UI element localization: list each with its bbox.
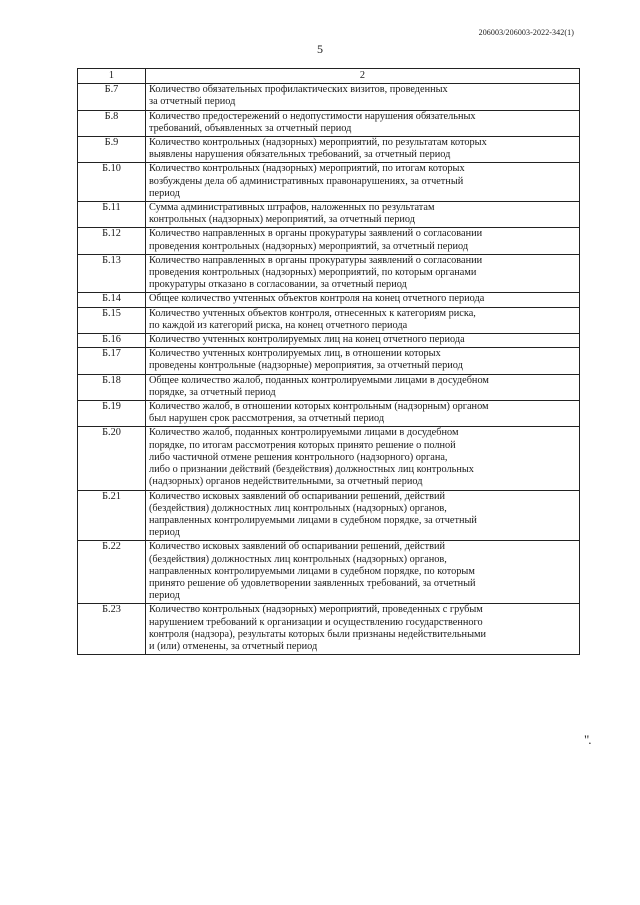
- table-row: [78, 427, 580, 490]
- table-row: [78, 293, 580, 307]
- row-description: Количество учтенных контролируемых лиц, в отношении которых проведены контрольные (надзорные) мероприятия, за отчетный период: [146, 348, 580, 374]
- row-description: Количество учтенных объектов контроля, отнесенных к категориям риска, по каждой из категорий риска, на конец отчетного периода: [146, 307, 580, 333]
- row-code: Б.21: [78, 490, 146, 541]
- row-code: Б.19: [78, 401, 146, 427]
- row-code: Б.11: [78, 202, 146, 228]
- row-description: Сумма административных штрафов, наложенных по результатам контрольных (надзорных) мероприятий, за отчетный период: [146, 202, 580, 228]
- table-row: [78, 374, 580, 400]
- table-row: [78, 401, 580, 427]
- row-description: Количество жалоб, в отношении которых контрольным (надзорным) органом был нарушен срок рассмотрения, за отчетный период: [146, 401, 580, 427]
- row-description: Количество направленных в органы прокуратуры заявлений о согласовании проведения контрольных (надзорных) мероприятий, за отчетный период: [146, 228, 580, 254]
- row-code: Б.16: [78, 334, 146, 348]
- row-description: Количество предостережений о недопустимости нарушения обязательных требований, объявленных за отчетный период: [146, 110, 580, 136]
- row-code: Б.23: [78, 604, 146, 655]
- table-row: [78, 163, 580, 202]
- document-id: 206003/206003-2022-342(1): [478, 28, 574, 37]
- row-description: Количество контрольных (надзорных) мероприятий, по результатам которых выявлены нарушения обязательных требований, за отчетный период: [146, 137, 580, 163]
- row-code: Б.8: [78, 110, 146, 136]
- table-row: [78, 307, 580, 333]
- row-description: Количество исковых заявлений об оспаривании решений, действий (бездействия) должностных лиц контрольных (надзорных) органов, направленных контролируемыми лицами в судебном порядке, по которым принято решение об удовлетворении заявленных требований, за отчетный период: [146, 541, 580, 604]
- table-row: [78, 490, 580, 541]
- row-description: Количество контрольных (надзорных) мероприятий, проведенных с грубым нарушением требований к организации и осуществлению государственного контроля (надзора), результаты которых были признаны недействительными и (или) отменены, за отчетный период: [146, 604, 580, 655]
- row-code: Б.14: [78, 293, 146, 307]
- row-description: Количество обязательных профилактических визитов, проведенных за отчетный период: [146, 84, 580, 110]
- column-header-1: 1: [78, 69, 146, 84]
- table-header-row: [78, 69, 580, 84]
- row-code: Б.12: [78, 228, 146, 254]
- row-description: Количество жалоб, поданных контролируемыми лицами в досудебном порядке, по итогам рассмотрения которых принято решение о полной либо частичной отмене решения контрольного (надзорного) органа, либо о признании действий (бездействия) должностных лиц контрольных (надзорных) органов недействительными, за отчетный период: [146, 427, 580, 490]
- closing-quote-mark: ".: [584, 732, 591, 747]
- table-row: [78, 137, 580, 163]
- table-row: [78, 254, 580, 293]
- row-code: Б.17: [78, 348, 146, 374]
- row-description: Общее количество жалоб, поданных контролируемыми лицами в досудебном порядке, за отчетный период: [146, 374, 580, 400]
- row-description: Количество учтенных контролируемых лиц на конец отчетного периода: [146, 334, 580, 348]
- table-row: [78, 84, 580, 110]
- page-number: 5: [317, 42, 323, 56]
- row-description: Общее количество учтенных объектов контроля на конец отчетного периода: [146, 293, 580, 307]
- row-description: Количество исковых заявлений об оспаривании решений, действий (бездействия) должностных лиц контрольных (надзорных) органов, направленных контролируемыми лицами в судебном порядке, за отчетный период: [146, 490, 580, 541]
- table-row: [78, 202, 580, 228]
- row-code: Б.20: [78, 427, 146, 490]
- table-row: [78, 228, 580, 254]
- table-row: [78, 334, 580, 348]
- row-code: Б.18: [78, 374, 146, 400]
- indicators-table: [77, 68, 580, 655]
- row-code: Б.15: [78, 307, 146, 333]
- row-description: Количество направленных в органы прокуратуры заявлений о согласовании проведения контрольных (надзорных) мероприятий, по которым органами прокуратуры отказано в согласовании, за отчетный период: [146, 254, 580, 293]
- row-description: Количество контрольных (надзорных) мероприятий, по итогам которых возбуждены дела об административных правонарушениях, за отчетный период: [146, 163, 580, 202]
- row-code: Б.22: [78, 541, 146, 604]
- row-code: Б.13: [78, 254, 146, 293]
- table-row: [78, 541, 580, 604]
- row-code: Б.10: [78, 163, 146, 202]
- table-row: [78, 604, 580, 655]
- row-code: Б.7: [78, 84, 146, 110]
- row-code: Б.9: [78, 137, 146, 163]
- table-body: [78, 84, 580, 655]
- table-row: [78, 348, 580, 374]
- column-header-2: 2: [146, 69, 580, 84]
- table-row: [78, 110, 580, 136]
